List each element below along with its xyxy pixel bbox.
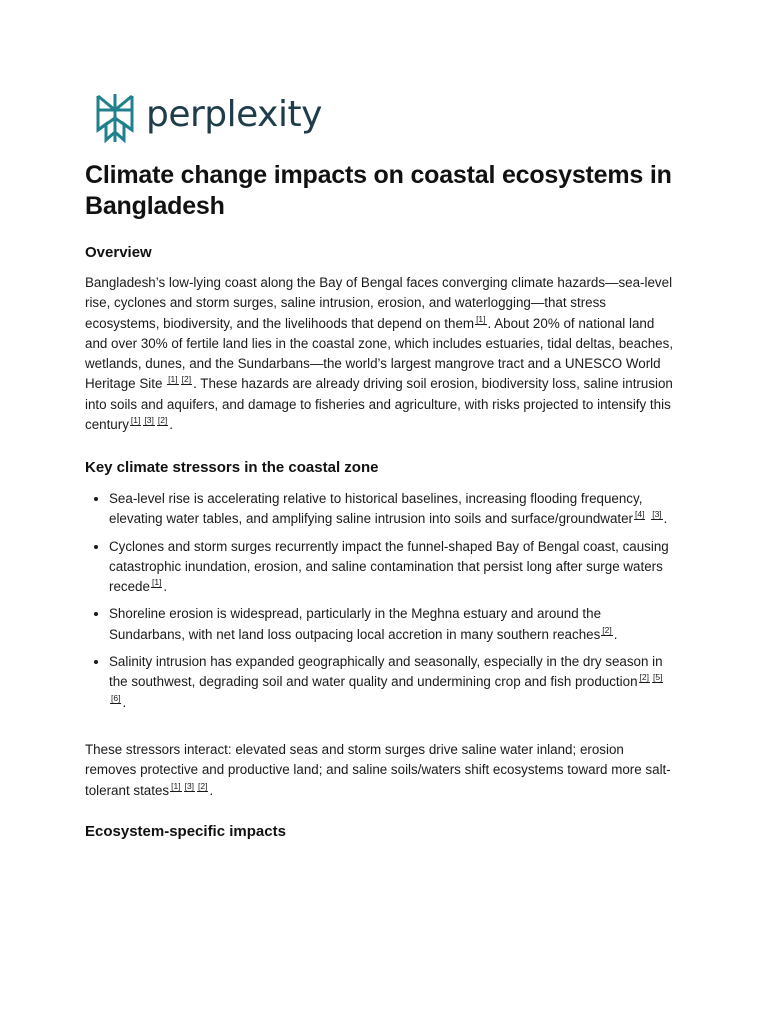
citation-link[interactable]: [3] bbox=[652, 509, 662, 520]
stressors-heading: Key climate stressors in the coastal zone bbox=[85, 459, 379, 476]
citation-link[interactable]: [2] bbox=[198, 780, 208, 791]
list-item: Salinity intrusion has expanded geographically and seasonally, especially in the dry season in the southwest, degrading soil and water quality and undermining crop and fish production [2] [5][6] . bbox=[109, 652, 675, 713]
citation-link[interactable]: [2] bbox=[181, 374, 192, 385]
list-item: Sea-level rise is accelerating relative to historical baselines, increasing flooding frequency, elevating water tables, and amplifying saline intrusion into soils and surface/groundwater [4] [3] . bbox=[109, 489, 675, 530]
citation-link[interactable]: [1] bbox=[168, 374, 178, 385]
citation-link[interactable]: [3] bbox=[184, 780, 195, 791]
citation-link[interactable]: [2] bbox=[602, 624, 612, 635]
overview-heading: Overview bbox=[85, 244, 152, 261]
overview-paragraph: Bangladesh’s low-lying coast along the Bay of Bengal faces converging climate hazards—sea-level rise, cyclones and storm surges, saline intrusion, erosion, and waterlogging—that stress ecosystems, biodiversity, and the livelihoods that depend on them [1] . About 20% of national land and over 30% of fertile land lies in the coastal zone, which includes estuaries, tidal deltas, beaches, wetlands, dunes, and the Sundarbans—the world’s largest mangrove tract and a UNESCO World Heritage Site [1] [2] . These hazards are already driving soil erosion, biodiversity loss, saline intrusion into soils and aquifers, and damage to fisheries and agriculture, with risks projected to intensify this century [1] [3] [2] . bbox=[85, 275, 674, 433]
citation-link[interactable]: [6] bbox=[111, 692, 121, 703]
stressors-list bbox=[85, 489, 675, 720]
stressors-summary: These stressors interact: elevated seas and storm surges drive saline water inland; erosion removes protective and productive land; and saline soils/waters shift ecosystems toward more salt-tolerant states [1] [3] [2] . bbox=[85, 742, 671, 798]
citation-link[interactable]: [1] bbox=[130, 415, 141, 426]
list-item: Cyclones and storm surges recurrently impact the funnel-shaped Bay of Bengal coast, causing catastrophic inundation, erosion, and saline contamination that persist long after surge waters recede [1] . bbox=[109, 537, 675, 598]
perplexity-logo-icon bbox=[94, 92, 136, 144]
citation-link[interactable]: [5] bbox=[652, 672, 663, 683]
citation-link[interactable]: [1] bbox=[151, 577, 162, 588]
citation-link[interactable]: [1] bbox=[476, 313, 486, 324]
citation-link[interactable]: [4] bbox=[635, 509, 645, 520]
page-title: Climate change impacts on coastal ecosystems in Bangladesh bbox=[85, 161, 672, 220]
citation-link[interactable]: [2] bbox=[157, 415, 168, 426]
brand-logo[interactable] bbox=[94, 92, 322, 144]
ecosystems-heading: Ecosystem-specific impacts bbox=[85, 823, 286, 840]
list-item: Shoreline erosion is widespread, particularly in the Meghna estuary and around the Sundarbans, with net land loss outpacing local accretion in many southern reaches [2] . bbox=[109, 604, 675, 645]
brand-name: perplexity bbox=[146, 94, 322, 135]
citation-link[interactable]: [2] bbox=[639, 672, 649, 683]
citation-link[interactable]: [1] bbox=[171, 780, 181, 791]
citation-link[interactable]: [3] bbox=[144, 415, 154, 426]
